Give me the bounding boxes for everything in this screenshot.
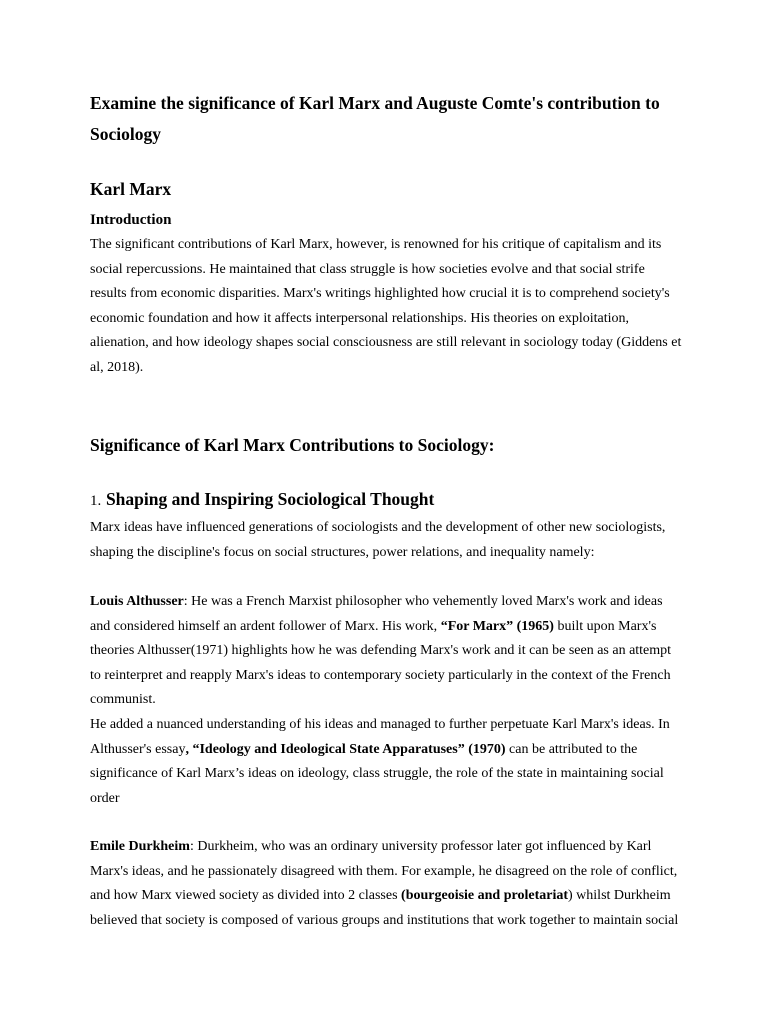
althusser-essay-paragraph bbox=[90, 713, 682, 811]
subheading-number: 1. bbox=[90, 493, 102, 509]
document-page bbox=[90, 88, 682, 928]
document-title: Examine the significance of Karl Marx and Auguste Comte's contribution to Sociology bbox=[90, 93, 660, 144]
subheading-title: Shaping and Inspiring Sociological Thought bbox=[105, 489, 435, 509]
emile-text-1: : Durkheim, who was an ordinary university professor later got influenced by Karl Marx's ideas, and he passionately disagreed with them. For example, he disagreed on the role of conflict, and how Marx viewed society as divided into 2 classes bbox=[90, 839, 678, 904]
section-heading-karl-marx: Karl Marx bbox=[90, 179, 172, 199]
louis-althusser-paragraph bbox=[90, 590, 682, 713]
he-added-text-1: He added a nuanced understanding of his ideas and managed to further perpetuate Karl Marx's ideas. In Althusser's essay bbox=[90, 717, 670, 757]
significance-heading: Significance of Karl Marx Contributions to Sociology: bbox=[90, 435, 495, 455]
he-added-text-2: can be attributed to the significance of Karl Marx’s ideas on ideology, class struggle, the role of the state in maintaining social order bbox=[90, 741, 664, 806]
introduction-paragraph: The significant contributions of Karl Marx, however, is renowned for his critique of capitalism and its social repercussions. He maintained that class struggle is how societies evolve and that social strife results from economic disparities. Marx's writings highlighted how crucial it is to comprehend society's economic foundation and how it affects interpersonal relationships. His theories on exploitation, alienation, and how ideology shapes social consciousness are still relevant in sociology today (Giddens et al, 2018). bbox=[90, 237, 682, 375]
emile-durkheim-paragraph bbox=[90, 835, 682, 933]
shaping-paragraph: Marx ideas have influenced generations of sociologists and the development of other new sociologists, shaping the discipline's focus on social structures, power relations, and inequality namely: bbox=[90, 520, 666, 560]
louis-althusser-name: Louis Althusser bbox=[90, 594, 184, 609]
emile-text-2: ) whilst Durkheim believed that society is composed of various groups and institutions that work together to maintain social bbox=[90, 888, 679, 928]
introduction-heading: Introduction bbox=[90, 212, 172, 228]
louis-text-1: : He was a French Marxist philosopher who vehemently loved Marx's work and ideas and considered himself an ardent follower of Marx. His work, bbox=[90, 594, 663, 634]
emile-durkheim-name: Emile Durkheim bbox=[90, 839, 190, 854]
ideology-essay-title: , “Ideology and Ideological State Apparatuses” (1970) bbox=[185, 741, 506, 757]
subheading-shaping bbox=[90, 489, 434, 511]
louis-text-2: built upon Marx's theories Althusser(1971) highlights how he was defending Marx's work and it can be seen as an attempt to reinterpret and reapply Marx's ideas to contemporary society particularly in the context of the French communist. bbox=[90, 618, 672, 708]
for-marx-title: “For Marx” (1965) bbox=[440, 618, 554, 634]
classes-term: (bourgeoisie and proletariat bbox=[401, 888, 569, 904]
